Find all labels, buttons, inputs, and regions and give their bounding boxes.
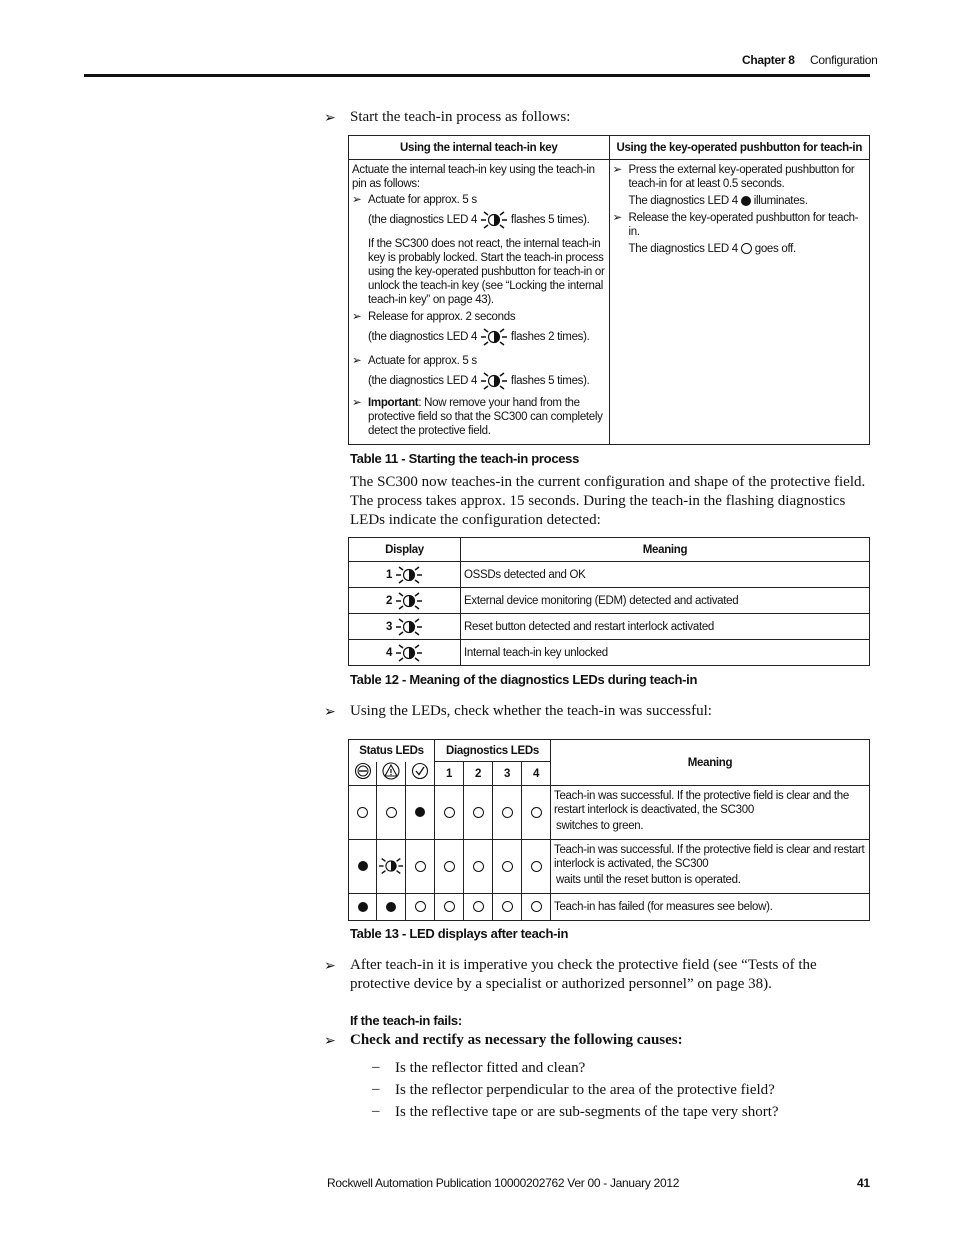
led-off-icon [386, 807, 397, 818]
led-cell [522, 840, 551, 894]
bullet-arrow-icon: ➢ [612, 164, 622, 176]
led-on-icon [358, 861, 368, 871]
status-led-1-header [349, 762, 377, 786]
led-cell [435, 786, 464, 840]
table12-caption: Table 12 - Meaning of the diagnostics LEDs during teach-in [350, 672, 698, 687]
table13-meaning-cell: Teach-in has failed (for measures see below). [551, 894, 870, 921]
table12-meaning-cell: Reset button detected and restart interlock activated [461, 614, 870, 640]
led-flashing-icon [480, 328, 508, 346]
dash-1: – [372, 1059, 380, 1075]
table11-col2-step1-note-end: illuminates. [753, 195, 808, 207]
bullet-arrow-icon: ➢ [324, 703, 336, 719]
table13-meaning-text-cont: switches to green. [556, 820, 644, 832]
led-flashing-icon [395, 644, 423, 662]
checkmark-icon [411, 762, 429, 780]
bullet-arrow-icon: ➢ [324, 109, 336, 125]
led-flashing-icon [378, 857, 404, 875]
check-causes-text: Check and rectify as necessary the following causes: [350, 1032, 683, 1048]
diag-led-number: 3 [385, 620, 393, 633]
bullet-arrow-icon: ➢ [352, 311, 362, 323]
teach-in-paragraph: The SC300 now teaches-in the current configuration and shape of the protective field. The process takes approx. 15 seconds. During the teach-in the flashing diagnostics LEDs indicate the configuration detected: [350, 474, 866, 528]
footer-publication: Rockwell Automation Publication 10000202762 Ver 00 - January 2012 [327, 1176, 680, 1190]
led-on-icon [741, 196, 751, 206]
led-cell [406, 786, 435, 840]
led-flashing-icon [480, 372, 508, 390]
after-teach-in-text: After teach-in it is imperative you check the protective field (see “Tests of the protective device by a specialist or authorized personnel” on page 38). [350, 957, 817, 992]
table11-col1-warning: If the SC300 does not react, the internal teach-in key is probably locked. Start the teach-in process using the key-operated pushbutton for teach-in or unlock the teach-in key (see “Locking the internal teach-in key” on page 43). [368, 238, 605, 306]
table13-meaning-text-cont: waits until the reset button is operated. [556, 874, 741, 886]
diag-led-number: 1 [385, 568, 393, 581]
table11-col1-cell [349, 160, 610, 445]
header-rule [84, 74, 870, 77]
bullet-arrow-icon: ➢ [352, 355, 362, 367]
status-led-3-header [406, 762, 435, 786]
bullet-arrow-icon: ➢ [324, 1032, 336, 1048]
led-cell [464, 840, 493, 894]
table11-col1-step3-note-end: flashes 5 times). [510, 375, 590, 388]
table12-display-cell [349, 640, 461, 666]
led-cell [522, 786, 551, 840]
bullet-arrow-icon: ➢ [324, 957, 336, 973]
led-cell [493, 786, 522, 840]
section-label: Configuration [810, 53, 878, 67]
led-off-icon [502, 807, 513, 818]
table11-col1-step1-note-end: flashes 5 times). [510, 214, 590, 227]
table11-col1-header: Using the internal teach-in key [349, 136, 610, 160]
bullet-arrow-icon: ➢ [352, 397, 362, 409]
stop-symbol-icon [354, 762, 372, 780]
table11-col2-step2: Release the key-operated pushbutton for teach-in. [628, 212, 859, 238]
led-cell [349, 894, 377, 921]
dash-3: – [372, 1103, 380, 1119]
table11-col1-step2: Release for approx. 2 seconds [368, 311, 516, 323]
led-cell [522, 894, 551, 921]
table-13 [348, 739, 870, 921]
cause-item: Is the reflector perpendicular to the area of the protective field? [395, 1082, 775, 1098]
table11-col1-intro: Actuate the internal teach-in key using the teach-in pin as follows: [352, 164, 595, 190]
led-flashing-icon [395, 566, 423, 584]
led-cell [493, 840, 522, 894]
led-cell [406, 894, 435, 921]
table11-col1-step1-note: (the diagnostics LED 4 [368, 214, 478, 227]
led-off-icon [502, 861, 513, 872]
led-off-icon [415, 901, 426, 912]
important-text: : Now remove your hand from the protective field so that the SC300 can completely detect the protective field. [368, 397, 603, 437]
led-cell [435, 894, 464, 921]
fail-heading: If the teach-in fails: [350, 1013, 462, 1028]
led-off-icon [444, 861, 455, 872]
table12-meaning-header: Meaning [461, 538, 870, 562]
table11-col1-step2-note: (the diagnostics LED 4 [368, 331, 478, 344]
led-off-icon [473, 861, 484, 872]
diagnostics-leds-header: Diagnostics LEDs [435, 740, 551, 762]
table13-meaning-text: Teach-in was successful. If the protective field is clear and restart interlock is activated, the SC300 [554, 844, 865, 870]
table-12 [348, 537, 870, 666]
led-off-icon [531, 861, 542, 872]
table11-col2-step1-note: The diagnostics LED 4 [628, 195, 738, 207]
page-number: 41 [857, 1176, 870, 1190]
table11-col2-step2-note: The diagnostics LED 4 [628, 243, 738, 255]
table11-col2-step2-note-end: goes off. [754, 243, 796, 255]
status-led-2-header [377, 762, 406, 786]
led-cell [377, 786, 406, 840]
led-off-icon [444, 807, 455, 818]
table11-col1-step3: Actuate for approx. 5 s [368, 355, 477, 367]
table12-meaning-cell: Internal teach-in key unlocked [461, 640, 870, 666]
led-off-icon [741, 243, 752, 254]
led-off-icon [531, 901, 542, 912]
led-cell [377, 894, 406, 921]
led-cell [377, 840, 406, 894]
table-11 [348, 135, 870, 445]
table11-col2-header: Using the key-operated pushbutton for teach-in [609, 136, 870, 160]
led-on-icon [386, 902, 396, 912]
table13-meaning-text: Teach-in was successful. If the protective field is clear and the restart interlock is deactivated, the SC300 [554, 790, 849, 816]
important-label: Important [368, 397, 419, 409]
led-cell [435, 840, 464, 894]
led-cell [464, 786, 493, 840]
table11-col1-step2-note-end: flashes 2 times). [510, 331, 590, 344]
table11-col2-cell [609, 160, 870, 445]
table11-caption: Table 11 - Starting the teach-in process [350, 451, 580, 466]
table11-col1-step3-note: (the diagnostics LED 4 [368, 375, 478, 388]
table12-meaning-cell: OSSDs detected and OK [461, 562, 870, 588]
led-off-icon [444, 901, 455, 912]
table11-col1-step1: Actuate for approx. 5 s [368, 194, 477, 206]
table12-display-cell [349, 588, 461, 614]
table13-meaning-cell [551, 786, 870, 840]
led-flashing-icon [395, 592, 423, 610]
cause-item: Is the reflective tape or are sub-segments of the tape very short? [395, 1104, 779, 1120]
led-on-icon [358, 902, 368, 912]
dash-2: – [372, 1081, 380, 1097]
led-off-icon [415, 861, 426, 872]
table12-display-header: Display [349, 538, 461, 562]
chapter-label: Chapter 8 [742, 53, 795, 67]
diag-led-number: 4 [385, 646, 393, 659]
cause-item: Is the reflector fitted and clean? [395, 1060, 586, 1076]
diag-col-3: 3 [493, 762, 522, 786]
table13-caption: Table 13 - LED displays after teach-in [350, 926, 569, 941]
diag-col-1: 1 [435, 762, 464, 786]
table11-col2-step1: Press the external key-operated pushbutton for teach-in for at least 0.5 seconds. [628, 164, 855, 190]
bullet-arrow-icon: ➢ [612, 212, 622, 224]
table13-meaning-header: Meaning [551, 740, 870, 786]
intro-bullet-text: Start the teach-in process as follows: [350, 109, 571, 125]
check-leds-bullet-text: Using the LEDs, check whether the teach-in was successful: [350, 703, 712, 719]
led-off-icon [473, 901, 484, 912]
diag-col-4: 4 [522, 762, 551, 786]
led-cell [493, 894, 522, 921]
bullet-arrow-icon: ➢ [352, 194, 362, 206]
status-leds-header: Status LEDs [349, 740, 435, 762]
table12-display-cell [349, 562, 461, 588]
diag-led-number: 2 [385, 594, 393, 607]
led-cell [349, 786, 377, 840]
led-flashing-icon [395, 618, 423, 636]
led-off-icon [473, 807, 484, 818]
diag-col-2: 2 [464, 762, 493, 786]
led-on-icon [415, 807, 425, 817]
led-off-icon [357, 807, 368, 818]
table11-col1-step4 [368, 396, 606, 438]
led-flashing-icon [480, 211, 508, 229]
table12-display-cell [349, 614, 461, 640]
led-cell [406, 840, 435, 894]
led-off-icon [502, 901, 513, 912]
led-off-icon [531, 807, 542, 818]
table12-meaning-cell: External device monitoring (EDM) detected and activated [461, 588, 870, 614]
warning-triangle-icon [381, 762, 401, 780]
table13-meaning-cell [551, 840, 870, 894]
led-cell [349, 840, 377, 894]
led-cell [464, 894, 493, 921]
